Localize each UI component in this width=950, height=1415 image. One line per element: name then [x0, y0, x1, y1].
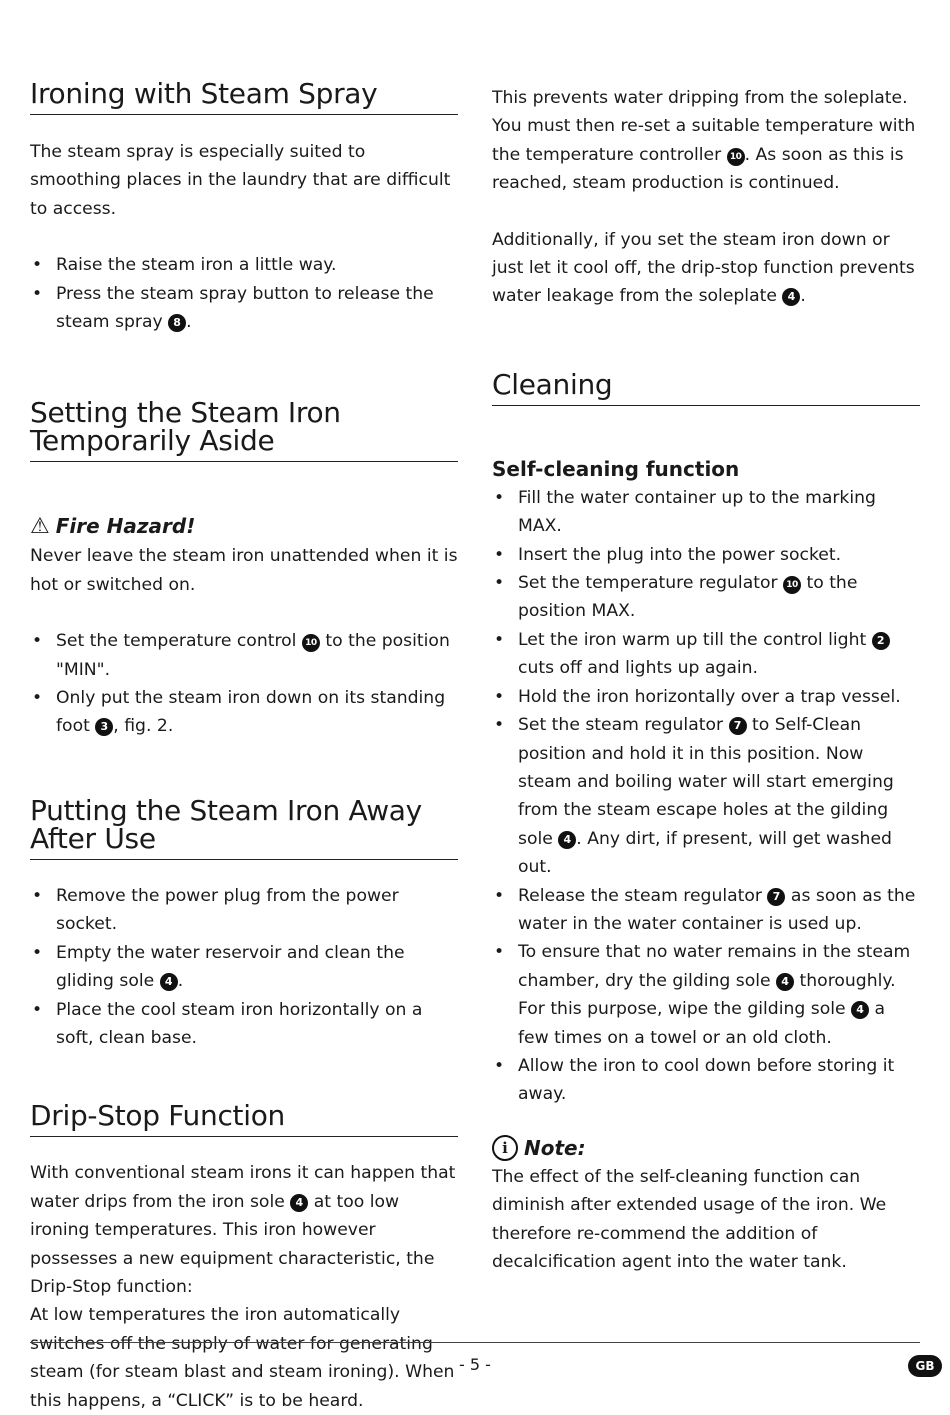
number-badge: 8	[168, 314, 186, 332]
note-text: The effect of the self-cleaning function can diminish after extended usage of the iron. We therefore re-commend the addition of decalcification agent into the water tank.	[492, 1166, 887, 1272]
right-column	[492, 70, 920, 1276]
list-item: • Raise the steam iron a little way.	[30, 251, 458, 279]
left-column	[30, 70, 458, 1415]
number-badge: 4	[776, 973, 794, 991]
note-callout: i Note:	[492, 1133, 920, 1163]
list-item: • Fill the water container up to the marking MAX.	[492, 484, 920, 541]
drip-stop-continued-paragraph-1: This prevents water dripping from the soleplate. You must then re-set a suitable temperature with the temperature controller 10 . As soon as this is reached, steam production is continued.	[492, 88, 916, 194]
info-icon: i	[492, 1135, 518, 1161]
list-item: • Press the steam spray button to release the steam spray 8 .	[30, 280, 458, 337]
heading-steam-spray: Ironing with Steam Spray	[30, 80, 458, 115]
section-temporarily-aside	[30, 396, 458, 740]
number-badge: 4	[160, 973, 178, 991]
drip-stop-paragraph-1: With conventional steam irons it can happen that water drips from the iron sole 4 at too low ironing temperatures. This iron however possesses a new equipment characteristic, the Drip-Stop function:	[30, 1163, 456, 1297]
putting-away-list	[30, 882, 458, 1052]
section-steam-spray	[30, 77, 458, 336]
fire-hazard-text: Never leave the steam iron unattended when it is hot or switched on.	[30, 546, 458, 595]
list-item: • To ensure that no water remains in the steam chamber, dry the gilding sole 4 thoroughly. For this purpose, wipe the gilding sole 4 a few times on a towel or an old cloth.	[492, 938, 920, 1052]
list-item: • Let the iron warm up till the control light 2 cuts off and lights up again.	[492, 626, 920, 683]
number-badge: 3	[95, 718, 113, 736]
list-item: • Set the temperature control 10 to the position "MIN".	[30, 627, 458, 684]
drip-stop-paragraph-2: At low temperatures the iron automatically switches off the supply of water for generating steam (for steam blast and steam ironing). When this happens, a “CLICK” is to be heard.	[30, 1305, 455, 1411]
section-cleaning	[492, 367, 920, 1277]
steam-spray-intro: The steam spray is especially suited to smoothing places in the laundry that are difficult to access.	[30, 142, 451, 219]
number-badge: 10	[783, 576, 801, 594]
list-item: • Set the temperature regulator 10 to the position MAX.	[492, 569, 920, 626]
list-item: • Empty the water reservoir and clean the gliding sole 4 .	[30, 939, 458, 996]
number-badge: 10	[302, 634, 320, 652]
heading-drip-stop: Drip-Stop Function	[30, 1102, 458, 1137]
aside-list	[30, 627, 458, 741]
list-item: • Release the steam regulator 7 as soon as the water in the water container is used up.	[492, 882, 920, 939]
warning-triangle-icon: ⚠	[30, 514, 50, 540]
page-number: - 5 -	[459, 1355, 491, 1374]
footer-divider	[30, 1342, 920, 1343]
list-item: • Place the cool steam iron horizontally on a soft, clean base.	[30, 996, 458, 1053]
list-item: • Insert the plug into the power socket.	[492, 541, 920, 569]
number-badge: 4	[782, 288, 800, 306]
fire-hazard-warning: ⚠ Fire Hazard!	[30, 514, 196, 540]
number-badge: 7	[767, 888, 785, 906]
subheading-self-cleaning: Self-cleaning function	[492, 456, 740, 481]
self-cleaning-list	[492, 484, 920, 1109]
steam-spray-list	[30, 251, 458, 336]
heading-temporarily-aside: Setting the Steam Iron Temporarily Aside	[30, 399, 458, 462]
number-badge: 2	[872, 632, 890, 650]
heading-cleaning: Cleaning	[492, 371, 920, 406]
number-badge: 4	[851, 1001, 869, 1019]
list-item: • Allow the iron to cool down before storing it away.	[492, 1052, 920, 1109]
drip-stop-continued-paragraph-2: Additionally, if you set the steam iron down or just let it cool off, the drip-stop function prevents water leakage from the soleplate 4 .	[492, 229, 915, 307]
heading-putting-away: Putting the Steam Iron Away After Use	[30, 797, 458, 860]
list-item: • Remove the power plug from the power socket.	[30, 882, 458, 939]
list-item: • Set the steam regulator 7 to Self-Clean position and hold it in this position. Now steam and boiling water will start emerging from the steam escape holes at the gilding sole 4 . Any dirt, if present, will get washed out.	[492, 711, 920, 881]
number-badge: 4	[290, 1194, 308, 1212]
language-badge: GB	[908, 1355, 942, 1377]
section-drip-stop-continued	[492, 70, 920, 311]
section-putting-away	[30, 793, 458, 1052]
number-badge: 10	[727, 148, 745, 166]
list-item: • Hold the iron horizontally over a trap vessel.	[492, 683, 920, 711]
number-badge: 4	[558, 831, 576, 849]
list-item: • Only put the steam iron down on its standing foot 3 , fig. 2.	[30, 684, 458, 741]
number-badge: 7	[729, 717, 747, 735]
